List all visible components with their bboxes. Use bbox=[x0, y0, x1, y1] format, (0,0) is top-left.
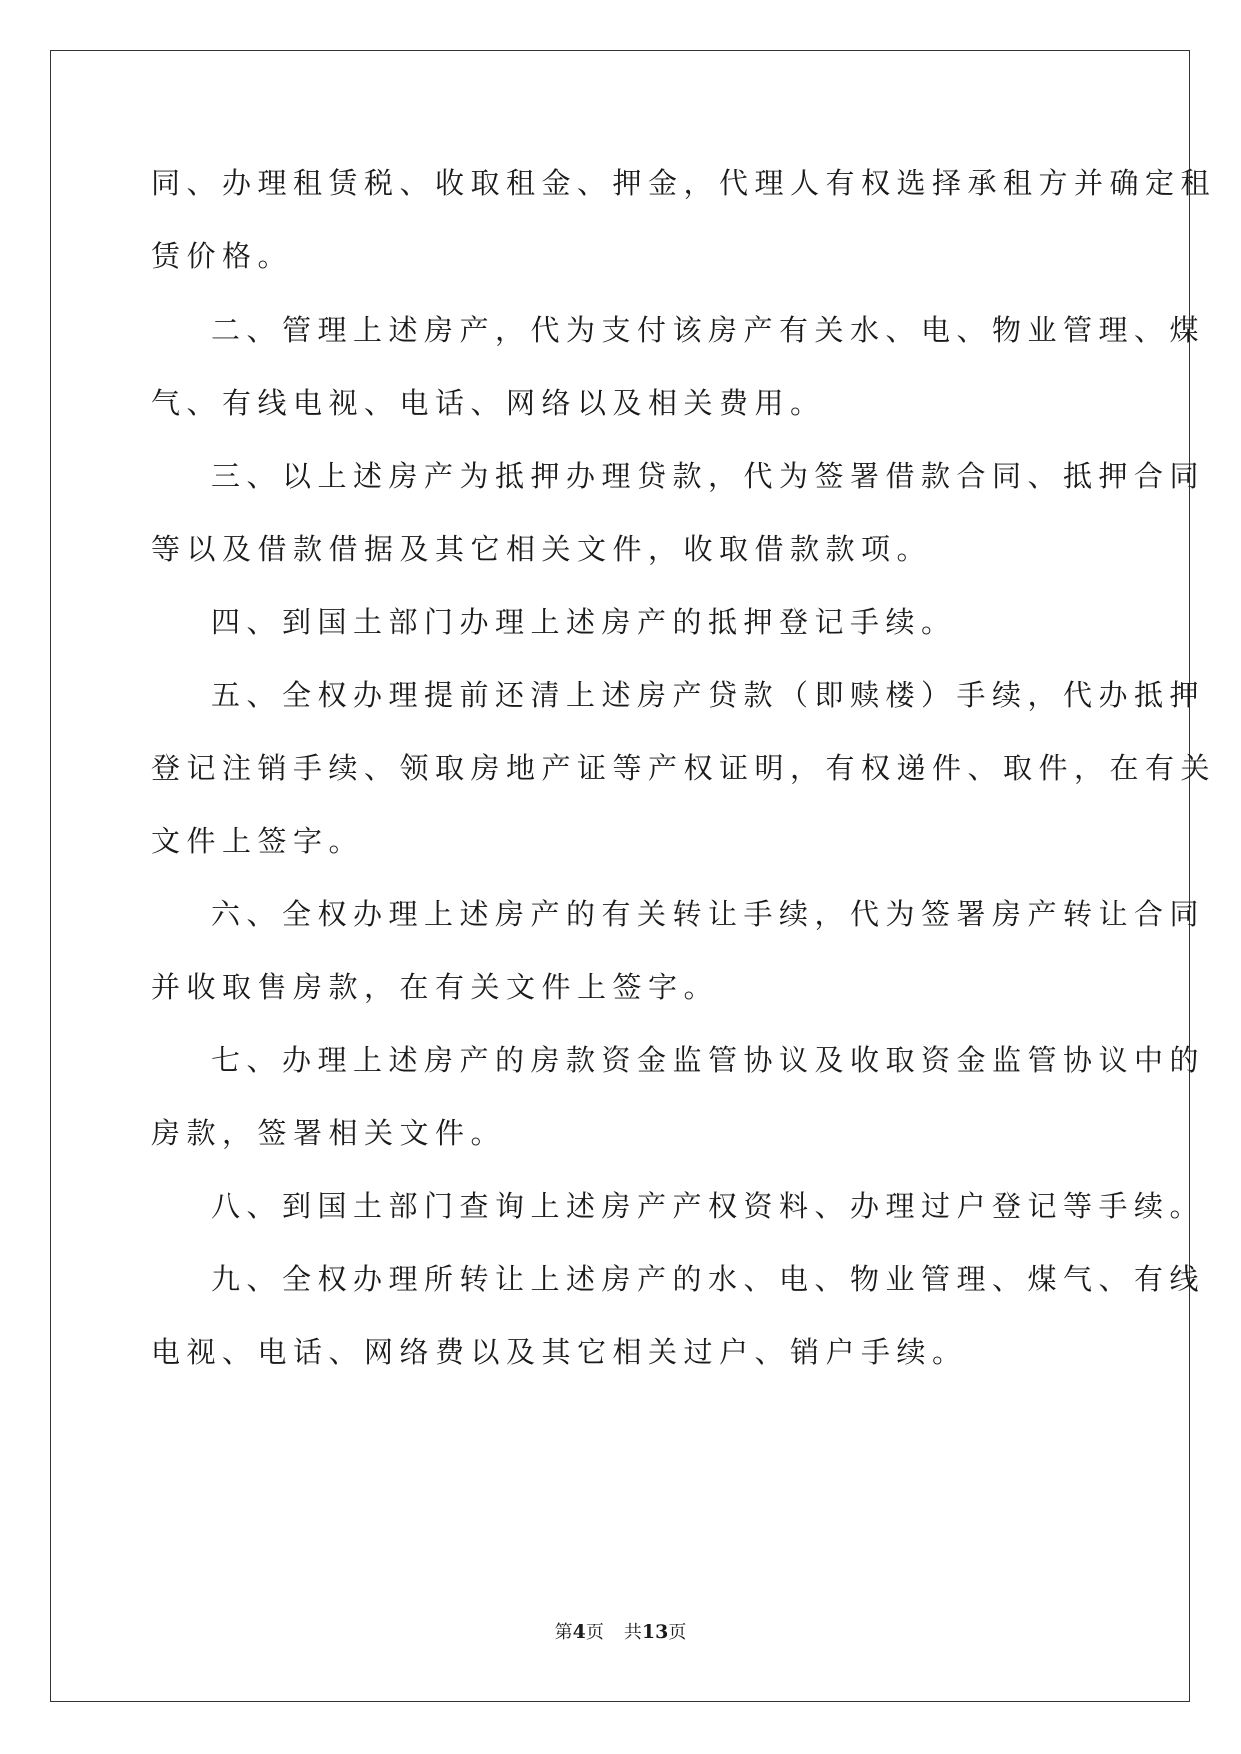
text-line: 等以及借款借据及其它相关文件，收取借款款项。 bbox=[151, 532, 933, 566]
text-line: 气、有线电视、电话、网络以及相关费用。 bbox=[151, 386, 826, 420]
text-line: 登记注销手续、领取房地产证等产权证明，有权递件、取件，在有关 bbox=[151, 751, 1217, 785]
page-number: 4 bbox=[572, 1621, 586, 1643]
text-line: 二、管理上述房产，代为支付该房产有关水、电、物业管理、煤 bbox=[211, 313, 1206, 347]
total-pages: 13 bbox=[641, 1621, 669, 1643]
text-line: 七、办理上述房产的房款资金监管协议及收取资金监管协议中的 bbox=[211, 1043, 1206, 1077]
page-prefix: 第 bbox=[554, 1622, 573, 1643]
text-line: 房款，签署相关文件。 bbox=[151, 1116, 507, 1150]
page-suffix: 页 bbox=[585, 1622, 604, 1643]
text-line: 并收取售房款，在有关文件上签字。 bbox=[151, 970, 720, 1004]
text-line: 四、到国土部门办理上述房产的抵押登记手续。 bbox=[211, 605, 957, 639]
text-line: 五、全权办理提前还清上述房产贷款（即赎楼）手续，代办抵押 bbox=[211, 678, 1206, 712]
text-line: 九、全权办理所转让上述房产的水、电、物业管理、煤气、有线 bbox=[211, 1262, 1206, 1296]
page-border bbox=[50, 50, 1190, 1702]
text-line: 同、办理租赁税、收取租金、押金，代理人有权选择承租方并确定租 bbox=[151, 166, 1217, 200]
text-line: 赁价格。 bbox=[151, 239, 294, 273]
text-line: 三、以上述房产为抵押办理贷款，代为签署借款合同、抵押合同 bbox=[211, 459, 1206, 493]
page-footer bbox=[0, 1620, 1241, 1645]
text-line: 八、到国土部门查询上述房产产权资料、办理过户登记等手续。 bbox=[211, 1189, 1206, 1223]
text-line: 电视、电话、网络费以及其它相关过户、销户手续。 bbox=[151, 1335, 968, 1369]
text-line: 文件上签字。 bbox=[151, 824, 365, 858]
text-line: 六、全权办理上述房产的有关转让手续，代为签署房产转让合同 bbox=[211, 897, 1206, 931]
total-prefix: 共 bbox=[623, 1622, 642, 1643]
total-suffix: 页 bbox=[668, 1622, 687, 1643]
